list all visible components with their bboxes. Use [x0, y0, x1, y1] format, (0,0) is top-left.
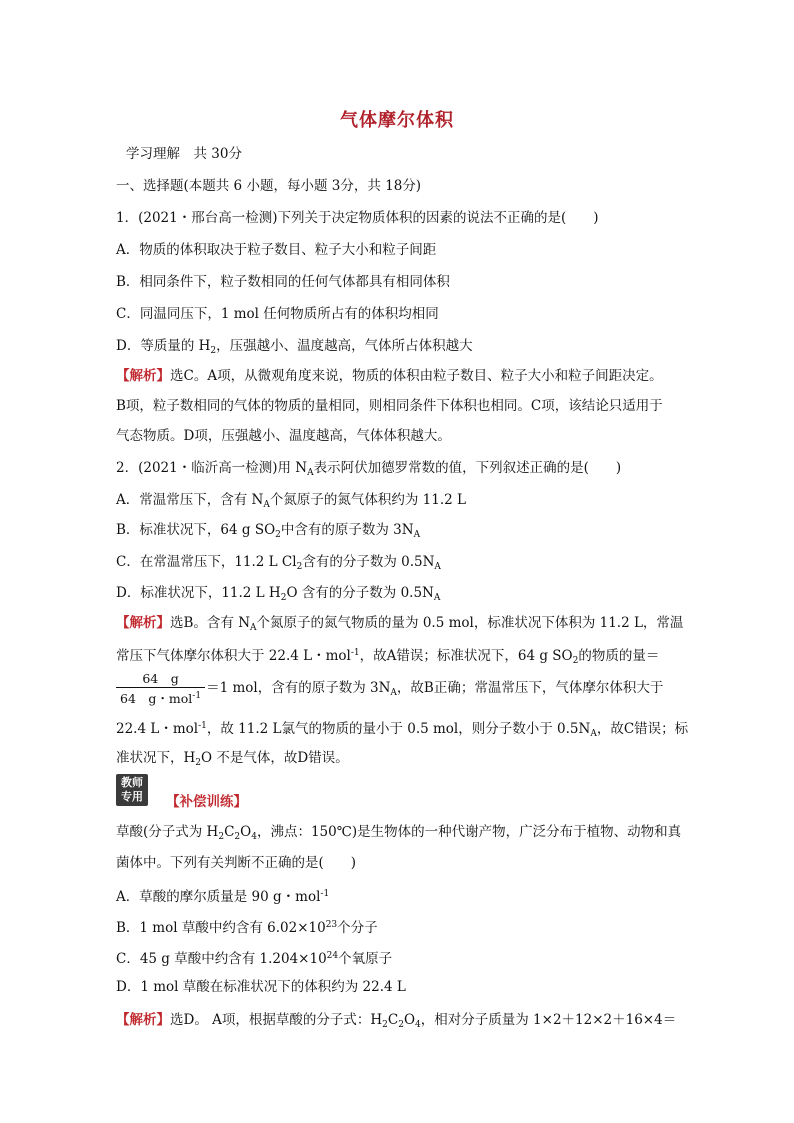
q1-option-d: D．等质量的 $H_2$，压强越小、温度越高，气体所占体积越大: [116, 338, 473, 356]
q2-answer-line-5: 准状况下，$H_2O$ 不是气体，故D错误。: [116, 750, 349, 768]
q1-option-b: B．相同条件下，粒子数相同的任何气体都具有相同体积: [116, 274, 450, 290]
answer-tag: 【解析】: [116, 1012, 170, 1028]
q2-option-a: A．常温常压下，含有 $N_A$个氮原子的氮气体积约为 11.2 L: [116, 492, 466, 510]
q1-option-c: C．同温同压下，1 mol 任何物质所占有的体积均相同: [116, 306, 439, 322]
q3-option-a: A．草酸的摩尔质量是 90 g・mol$^{-1}$: [116, 889, 330, 905]
q2-answer-line-1: 【解析】选B。含有 $N_A$个氮原子的氮气物质的量为 0.5 mol，标准状况下体积为 11.2 L，常温: [116, 615, 684, 633]
q2-option-d: D．标准状况下，11.2 L $H_2O$ 含有的分子数为 $0.5N_A$: [116, 585, 441, 603]
answer-tag: 【解析】: [116, 368, 170, 384]
q3-option-d: D．1 mol 草酸在标准状况下的体积约为 22.4 L: [116, 979, 406, 995]
q1-stem: 1．(2021・邢台高一检测)下列关于决定物质体积的因素的说法不正确的是( ): [116, 210, 599, 226]
q2-option-b: B．标准状况下，64 g $SO_2$中含有的原子数为 $3N_A$: [116, 522, 421, 540]
q3-option-c: C．45 g 草酸中约含有 $1.204\times 10^{24}$个氧原子: [116, 951, 393, 967]
q3-stem-line-1: 草酸(分子式为 $H_2C_2O_4$，沸点：150℃)是生物体的一种代谢产物，广泛分布于植物、动物和真: [116, 824, 682, 842]
q3-option-b: B．1 mol 草酸中约含有 $6.02\times 10^{23}$个分子: [116, 920, 378, 936]
q1-answer-line-3: 气态物质。D项，压强越小、温度越高，气体体积越大。: [116, 428, 451, 444]
q2-answer-line-2: 常压下气体摩尔体积大于 22.4 L・mol$^{-1}$，故A错误；标准状况下，64 g $SO_2$的物质的量＝: [116, 648, 660, 666]
supplementary-practice-label: 【补偿训练】: [166, 794, 247, 810]
part-heading: 一、选择题(本题共 6 小题，每小题 3分，共 18分): [116, 178, 422, 194]
q2-stem: 2．(2021・临沂高一检测)用 $N_A$表示阿伏加德罗常数的值，下列叙述正确的是( ): [116, 460, 622, 478]
q2-answer-line-4: 22.4 L・mol$^{-1}$，故 11.2 L氯气的物质的量小于 0.5 mol，则分子数小于 $0.5N_A$，故C错误；标: [116, 721, 689, 739]
q1-option-a: A．物质的体积取决于粒子数目、粒子大小和粒子间距: [116, 242, 437, 258]
q1-answer-line-2: B项，粒子数相同的气体的物质的量相同，则相同条件下体积也相同。C项，该结论只适用于: [116, 398, 663, 414]
teacher-only-badge: 教师 专用: [116, 774, 148, 806]
q1-answer-line-1: 【解析】选C。A项，从微观角度来说，物质的体积由粒子数目、粒子大小和粒子间距决定。: [116, 368, 663, 384]
q3-answer-line-1: 【解析】选D。 A项，根据草酸的分子式：$H_2C_2O_4$，相对分子质量为 1×2＋12×2＋16×4＝: [116, 1012, 677, 1030]
answer-tag: 【解析】: [116, 615, 170, 631]
q2-answer-line-3: $\frac{64 g}{64 g・mol^{-1}}$ ＝1 mol，含有的原子数为 $3N_A$，故B正确；常温常压下，气体摩尔体积大于: [116, 670, 663, 711]
page-title: 气体摩尔体积: [340, 110, 454, 131]
q3-stem-line-2: 菌体中。下列有关判断不正确的是( ): [116, 855, 357, 871]
section-heading: 学习理解 共 30分: [126, 146, 242, 162]
q2-option-c: C．在常温常压下，11.2 L $Cl_2$含有的分子数为 $0.5N_A$: [116, 554, 441, 572]
molar-fraction: $\frac{64 g}{64 g・mol^{-1}}$: [116, 671, 205, 707]
